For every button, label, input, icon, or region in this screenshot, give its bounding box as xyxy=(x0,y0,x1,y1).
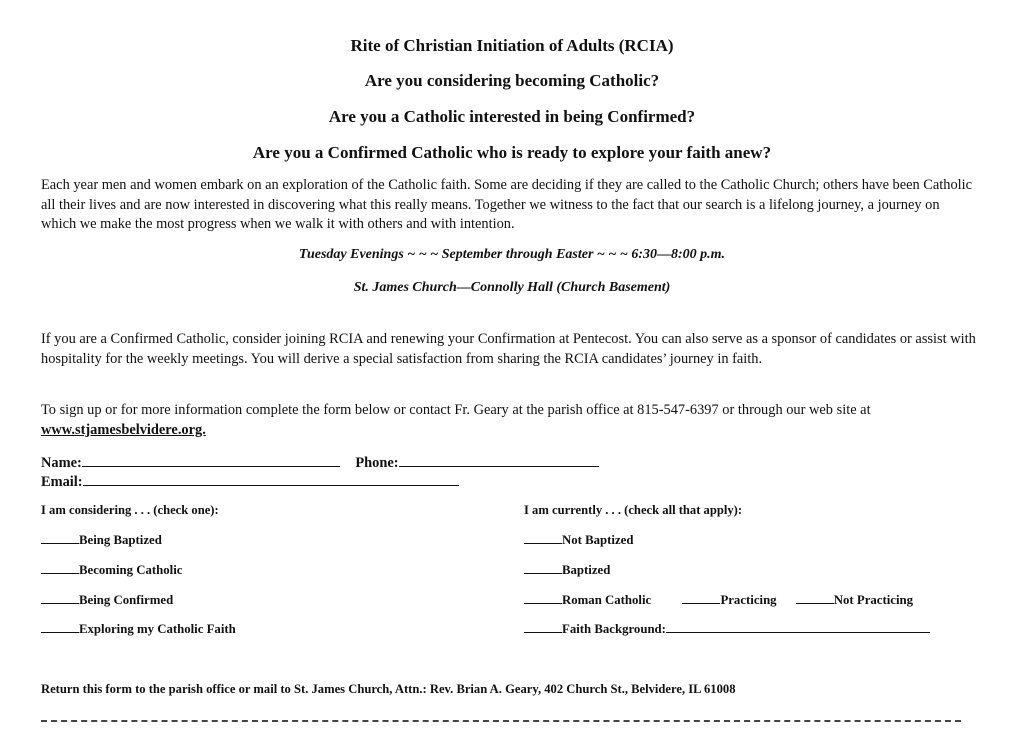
heading-considering: Are you considering becoming Catholic? xyxy=(364,71,660,90)
option-becoming-catholic: Becoming Catholic xyxy=(41,563,182,578)
option-faith-background: Faith Background: xyxy=(524,622,930,637)
option-exploring-faith: Exploring my Catholic Faith xyxy=(41,622,236,637)
option-baptized: Baptized xyxy=(524,563,610,578)
name-label: Name: xyxy=(41,455,82,471)
name-phone-row xyxy=(41,452,599,472)
intro-paragraph: Each year men and women embark on an exploration of the Catholic faith. Some are deciding if they are called to the Catholic Church; others have been Catholic all their lives and are now interested in discovering what this really means. Together we witness to the fact that our search is a lifelong journey, a journey on which we make the most progress when we walk it with others and with intention. xyxy=(41,177,973,232)
heading-confirmed: Are you a Catholic interested in being Confirmed? xyxy=(328,107,696,126)
checkbox-blank[interactable] xyxy=(524,563,562,574)
website-link[interactable]: www.stjamesbelvidere.org. xyxy=(41,421,206,438)
location-line: St. James Church—Connolly Hall (Church Basement) xyxy=(353,280,671,295)
phone-field[interactable] xyxy=(399,452,599,467)
checkbox-blank[interactable] xyxy=(524,593,562,604)
schedule-line: Tuesday Evenings ~ ~ ~ September through Easter ~ ~ ~ 6:30—8:00 p.m. xyxy=(298,247,726,262)
phone-label: Phone: xyxy=(355,455,399,471)
currently-title: I am currently . . . (check all that apply): xyxy=(524,503,743,517)
page-title: Rite of Christian Initiation of Adults (RCIA) xyxy=(350,36,674,55)
email-field[interactable] xyxy=(83,471,459,486)
cut-line-divider xyxy=(41,720,961,722)
option-being-baptized: Being Baptized xyxy=(41,533,162,548)
checkbox-blank[interactable] xyxy=(41,593,79,604)
checkbox-blank[interactable] xyxy=(41,622,79,633)
checkbox-blank[interactable] xyxy=(796,593,834,604)
option-not-baptized: Not Baptized xyxy=(524,533,633,548)
return-instructions: Return this form to the parish office or mail to St. James Church, Attn.: Rev. Brian A. Geary, 402 Church St., Belvidere, IL 61008 xyxy=(41,682,736,696)
email-row xyxy=(41,471,459,491)
signup-paragraph xyxy=(41,401,976,440)
email-label: Email: xyxy=(41,474,83,490)
name-field[interactable] xyxy=(82,452,340,467)
option-being-confirmed: Being Confirmed xyxy=(41,593,173,608)
checkbox-blank[interactable] xyxy=(524,622,562,633)
checkbox-blank[interactable] xyxy=(682,593,720,604)
heading-explore: Are you a Confirmed Catholic who is ready to explore your faith anew? xyxy=(252,143,772,162)
confirmed-paragraph: If you are a Confirmed Catholic, consider joining RCIA and renewing your Confirmation at Pentecost. You can also serve as a sponsor of candidates or assist with hospitality for the weekly meetings. You will derive a special satisfaction from sharing the RCIA candidates’ journey in faith. xyxy=(41,331,976,367)
checkbox-blank[interactable] xyxy=(41,533,79,544)
signup-text: To sign up or for more information complete the form below or contact Fr. Geary at the parish office at 815-547-6397 or through our web site at xyxy=(41,402,871,418)
checkbox-blank[interactable] xyxy=(524,533,562,544)
faith-background-field[interactable] xyxy=(666,622,930,633)
checkbox-blank[interactable] xyxy=(41,563,79,574)
option-roman-catholic: Roman Catholic Practicing Not Practicing xyxy=(524,593,913,608)
considering-title: I am considering . . . (check one): xyxy=(41,503,219,517)
